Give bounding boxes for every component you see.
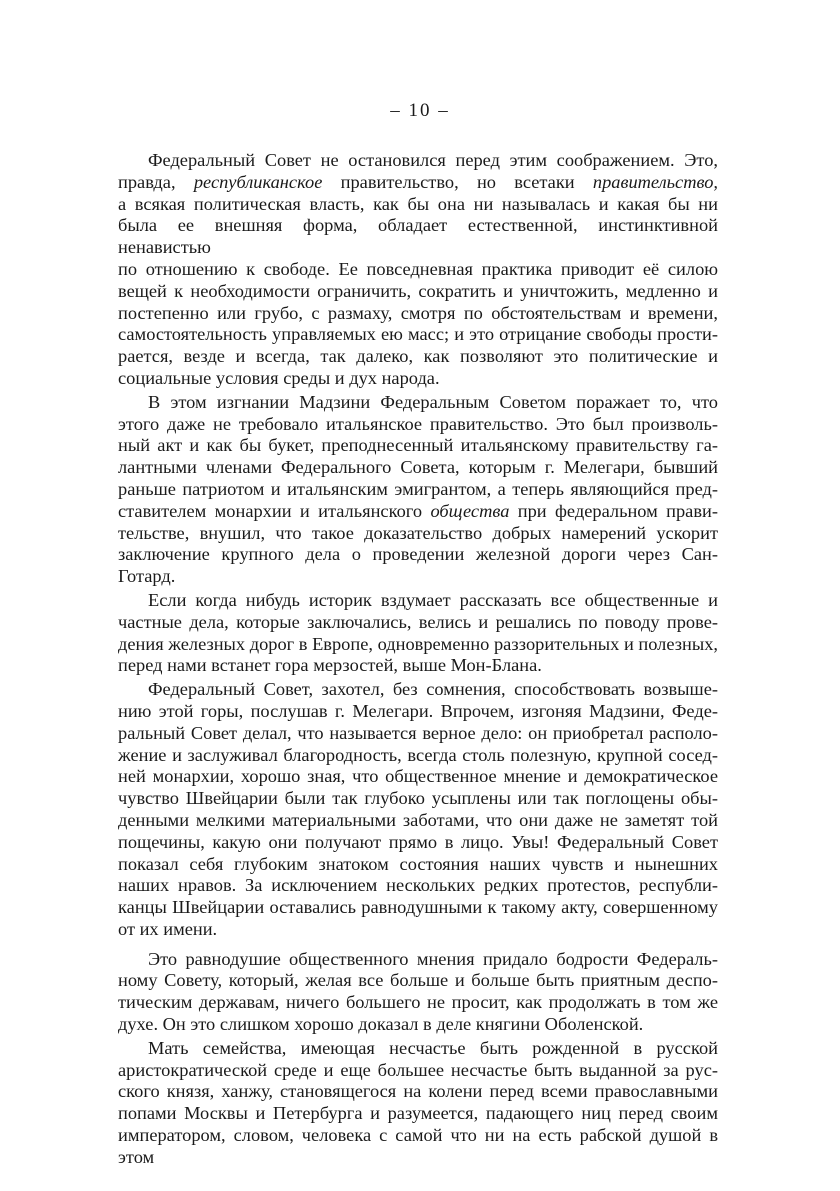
text-run: ней монархии, хорошо зная, что общественное мнение и демократическое (118, 766, 718, 787)
text-line (118, 392, 718, 414)
paragraph-3 (118, 590, 718, 677)
text-run: правительство, но всетаки (322, 171, 593, 192)
text-run: духе. Он это слишком хорошо доказал в деле княгини Оболенской. (118, 1014, 644, 1035)
text-line (118, 949, 718, 971)
text-line (118, 745, 718, 767)
text-run: была ее внешняя форма, обладает естественной, инстинктивной ненавистью (118, 215, 718, 258)
text-run: дения железных дорог в Европе, одновременно раззорительных и полезных, (118, 633, 719, 654)
text-line (118, 259, 718, 281)
text-run: заключение крупного дела о проведении железной дороги через Сан-Готард. (118, 544, 718, 587)
paragraph-2 (118, 392, 718, 588)
text-line (118, 634, 718, 656)
paragraph-4 (118, 679, 718, 941)
paragraph-6 (118, 1038, 718, 1169)
text-line (118, 679, 718, 701)
text-line (118, 810, 718, 832)
italic-text: правительство, (592, 171, 719, 192)
text-line (118, 324, 718, 346)
text-line (118, 303, 718, 325)
text-run: Федеральный Совет, захотел, без сомнения, способствовать возвыше- (148, 679, 718, 700)
text-line (118, 368, 718, 390)
page-number: – 10 – (390, 100, 450, 121)
text-run: лантными членами Федерального Совета, которым г. Мелегари, бывший (118, 457, 718, 478)
text-line (118, 1038, 718, 1060)
text-line (118, 215, 718, 259)
text-run: Если когда нибудь историк вздумает рассказать все общественные и (148, 589, 718, 610)
text-line (118, 701, 718, 723)
text-line (118, 523, 718, 545)
text-line (118, 281, 718, 303)
text-line (118, 832, 718, 854)
text-line (118, 414, 718, 436)
text-run: показал себя глубоким знатоком состояния наших чувств и нынешних (118, 853, 718, 874)
text-run: ный акт и как бы букет, преподнесенный итальянскому правительству га- (118, 435, 718, 456)
text-run: Мать семейства, имеющая несчастье быть рожденной в русской (148, 1037, 718, 1058)
text-line (118, 1081, 718, 1103)
text-line (118, 172, 718, 194)
paragraph-1 (118, 150, 718, 390)
text-run: денными мелкими материальными заботами, что они даже не заметят той (118, 809, 718, 830)
text-line (118, 897, 718, 919)
text-line (118, 854, 718, 876)
text-run: аристократической среде и еще большее несчастье быть выданной за рус- (118, 1059, 718, 1080)
paragraph-5 (118, 949, 718, 1036)
text-run: ному Совету, который, желая все больше и больше быть приятным деспо- (118, 970, 718, 991)
body-text (118, 150, 718, 1169)
italic-text: общества (430, 500, 510, 521)
text-run: при федеральном прави- (509, 500, 718, 521)
text-line (118, 457, 718, 479)
text-run: ставителем монархии и итальянского (118, 500, 431, 521)
text-run: императором, словом, человека с самой что ни на есть рабской душой в этом (118, 1125, 718, 1167)
text-line (118, 1103, 718, 1125)
text-run: пощечины, какую они получают прямо в лицо. Увы! Федеральный Совет (118, 831, 718, 852)
text-run: Это равнодушие общественного мнения придало бодрости Федераль- (148, 948, 718, 969)
text-line (118, 919, 718, 941)
text-run: чувство Швейцарии были так глубоко усыплены или так поглощены обы- (118, 788, 718, 809)
text-run: вещей к необходимости ограничить, сократить и уничтожить, медленно и (118, 280, 718, 301)
text-line (118, 194, 718, 216)
text-run: попами Москвы и Петербурга и разумеется, падающего ниц перед своим (118, 1103, 718, 1124)
text-run: Федеральный Совет не остановился перед этим соображением. Это, (148, 150, 718, 170)
text-run: раньше патриотом и итальянским эмигрантом, а теперь являющийся пред- (118, 478, 718, 499)
text-run: ральный Совет делал, что называется верное дело: он приобретал располо- (118, 722, 718, 743)
text-line (118, 1125, 718, 1169)
text-run: самостоятельность управляемых ею масс; и это отрицание свободы прости- (118, 324, 718, 345)
text-line (118, 655, 718, 677)
text-run: нию этой горы, послушав г. Мелегари. Впрочем, изгоняя Мадзини, Феде- (118, 700, 718, 721)
text-line (118, 875, 718, 897)
text-line (118, 788, 718, 810)
text-line (118, 1060, 718, 1082)
text-run: постепенно или грубо, с размаху, смотря по обстоятельствам и времени, (118, 302, 718, 323)
text-run: частные дела, которые заключались, велись и решались по поводу прове- (118, 611, 718, 632)
text-line (118, 766, 718, 788)
text-run: канцы Швейцарии оставались равнодушными к такому акту, совершенному (118, 897, 718, 918)
text-line (118, 970, 718, 992)
italic-text: республиканское (193, 171, 323, 192)
text-line (118, 590, 718, 612)
text-run: тельстве, внушил, что такое доказательство добрых намерений ускорит (118, 522, 718, 543)
text-line (118, 723, 718, 745)
text-run: рается, везде и всегда, так далеко, как позволяют это политические и (118, 346, 718, 367)
text-run: социальные условия среды и дух народа. (118, 367, 440, 388)
text-run: по отношению к свободе. Ее повседневная практика приводит её силою (118, 258, 718, 279)
text-line (118, 544, 718, 588)
text-line (118, 992, 718, 1014)
text-run: тическим державам, ничего большего не просит, как продолжать в том же (118, 992, 718, 1013)
text-line (118, 435, 718, 457)
text-line (118, 501, 718, 523)
text-line (118, 1014, 718, 1036)
text-line (118, 346, 718, 368)
text-run: правда, (118, 171, 194, 192)
text-line (118, 150, 718, 172)
text-run: перед нами встанет гора мерзостей, выше Мон-Блана. (118, 655, 542, 676)
text-run: этого даже не требовало итальянское правительство. Это был произволь- (118, 413, 718, 434)
text-run: ского князя, ханжу, становящегося на колени перед всеми православными (118, 1081, 718, 1102)
text-run: от их имени. (118, 918, 218, 939)
text-run: В этом изгнании Мадзини Федеральным Советом поражает то, что (148, 391, 718, 412)
text-run: жение и заслуживал благородность, всегда столь полезную, крупной сосед- (118, 744, 718, 765)
text-line (118, 479, 718, 501)
text-run: а всякая политическая власть, как бы она ни называлась и какая бы ни (118, 193, 718, 214)
text-line (118, 612, 718, 634)
text-run: наших нравов. За исключением нескольких редких протестов, республи- (118, 875, 718, 896)
